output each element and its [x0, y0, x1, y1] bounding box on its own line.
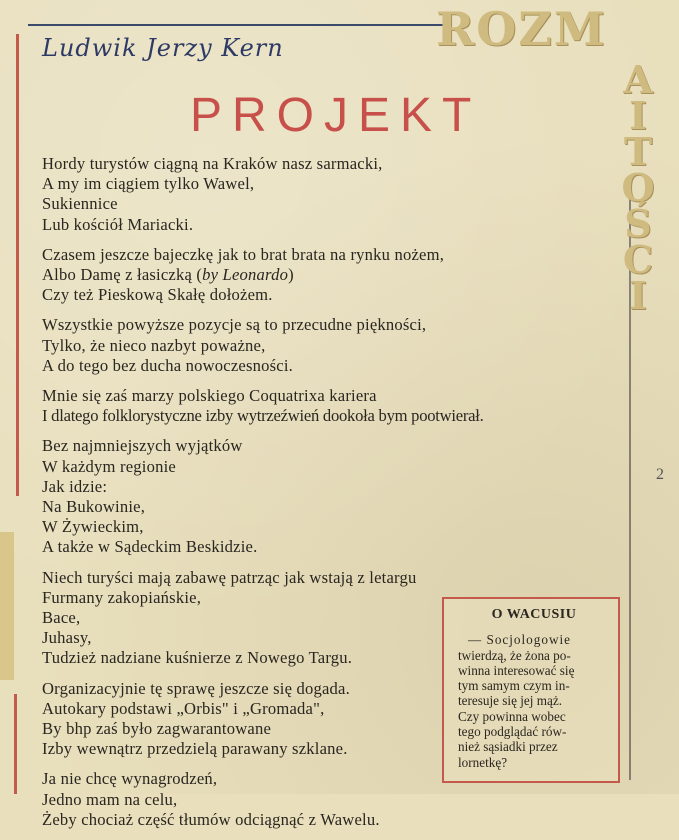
sidebar-line: teresuje się jej mąż. — [458, 693, 562, 709]
poem-line: Żeby chociaż część tłumów odciągnąć z Wawelu. — [42, 809, 380, 829]
stanza — [42, 315, 632, 376]
poem-line: Sukiennice — [42, 194, 118, 214]
left-red-rule-lower — [0, 694, 17, 794]
poem-line: Hordy turystów ciągną na Kraków nasz sarmacki, — [42, 154, 383, 173]
poem-line: Albo Damę z łasiczką (by Leonardo) — [42, 265, 294, 285]
poem-line: Niech turyści mają zabawę patrząc jak wstają z letargu — [42, 567, 417, 587]
poem-line: Bace, — [42, 608, 81, 628]
stanza — [42, 245, 632, 306]
poem-line: Izby wewnątrz przedzielą parawany szklane. — [42, 739, 348, 759]
sidebar-line: winna interesować się — [458, 662, 575, 678]
poem-line: Juhasy, — [42, 628, 92, 648]
watermark-letter: I — [629, 273, 647, 318]
left-red-rule — [0, 34, 19, 496]
poem-line: Organizacyjnie tę sprawę jeszcze się dogada. — [42, 678, 350, 698]
stanza — [42, 154, 632, 235]
poem-line: W każdym regionie — [42, 456, 176, 476]
sidebar-box — [442, 597, 620, 783]
poem-line: By bhp zaś było zagwarantowane — [42, 719, 272, 739]
poem-line: Mnie się zaś marzy polskiego Coquatrixa kariera — [42, 386, 377, 406]
sidebar-box-title: O WACUSIU — [491, 607, 577, 622]
poem-line: Furmany zakopiańskie, — [42, 587, 202, 607]
poem-line: Autokary podstawi „Orbis" i „Gromada", — [42, 698, 325, 718]
header-rule — [28, 24, 448, 26]
sidebar-line: — Socjologowie — [468, 632, 572, 648]
sidebar-line: Czy powinna wobec — [458, 708, 566, 724]
poem-line: Ja nie chcę wynagrodzeń, — [42, 769, 218, 789]
watermark-letter: C — [622, 237, 654, 282]
poem-line: A my im ciągiem tylko Wawel, — [42, 174, 255, 194]
poem-title: PROJEKT — [190, 89, 482, 142]
poem-line: A do tego bez ducha nowoczesności. — [42, 355, 294, 375]
left-tan-panel — [0, 532, 14, 680]
poem-line: Tudzież nadziane kuśnierze z Nowego Targu. — [42, 648, 353, 668]
left-column-edge — [0, 34, 18, 794]
italic-attribution: by Leonardo — [202, 265, 289, 285]
sidebar-line: twierdzą, że żona po- — [458, 647, 571, 663]
author-byline: Ludwik Jerzy Kern — [42, 34, 284, 62]
poem-line: Jak idzie: — [42, 476, 108, 496]
poem-line: Bez najmniejszych wyjątków — [42, 436, 243, 456]
poem-line: Wszystkie powyższe pozycje są to przecudne piękności, — [42, 315, 427, 335]
poem-line: W Żywieckim, — [42, 517, 144, 537]
poem-line: Czy też Pieskową Skałę dołożem. — [42, 285, 273, 305]
page-mark: 2 — [656, 466, 664, 483]
poem-line: A także w Sądeckim Beskidzie. — [42, 537, 258, 557]
watermark-top: ROZM — [436, 2, 607, 56]
watermark-letter: O — [621, 165, 655, 210]
poem-line: I dlatego folklorystyczne izby wytrzeźwień dookoła bym pootwierał. — [42, 406, 484, 426]
sidebar-line: tego podglądać rów- — [458, 724, 567, 740]
watermark-letter: Ś — [624, 201, 652, 246]
poem-line: Tylko, że nieco nazbyt poważne, — [42, 335, 266, 355]
sidebar-line: tym samym czym in- — [458, 678, 570, 694]
watermark-letter: A — [623, 57, 653, 102]
sidebar-line: lornetkę? — [458, 754, 508, 770]
poem-line: Na Bukowinie, — [42, 497, 146, 517]
stanza — [42, 386, 632, 426]
watermark-letter: I — [629, 93, 647, 138]
poem-line: Lub kościół Mariacki. — [42, 214, 194, 234]
stanza — [42, 436, 632, 557]
poem-line: Jedno mam na celu, — [42, 789, 178, 809]
poem-line: Czasem jeszcze bajeczkę jak to brat brata na rynku nożem, — [42, 244, 445, 264]
sidebar-line: nież sąsiadki przez — [458, 739, 558, 755]
watermark-letter: T — [623, 129, 653, 174]
